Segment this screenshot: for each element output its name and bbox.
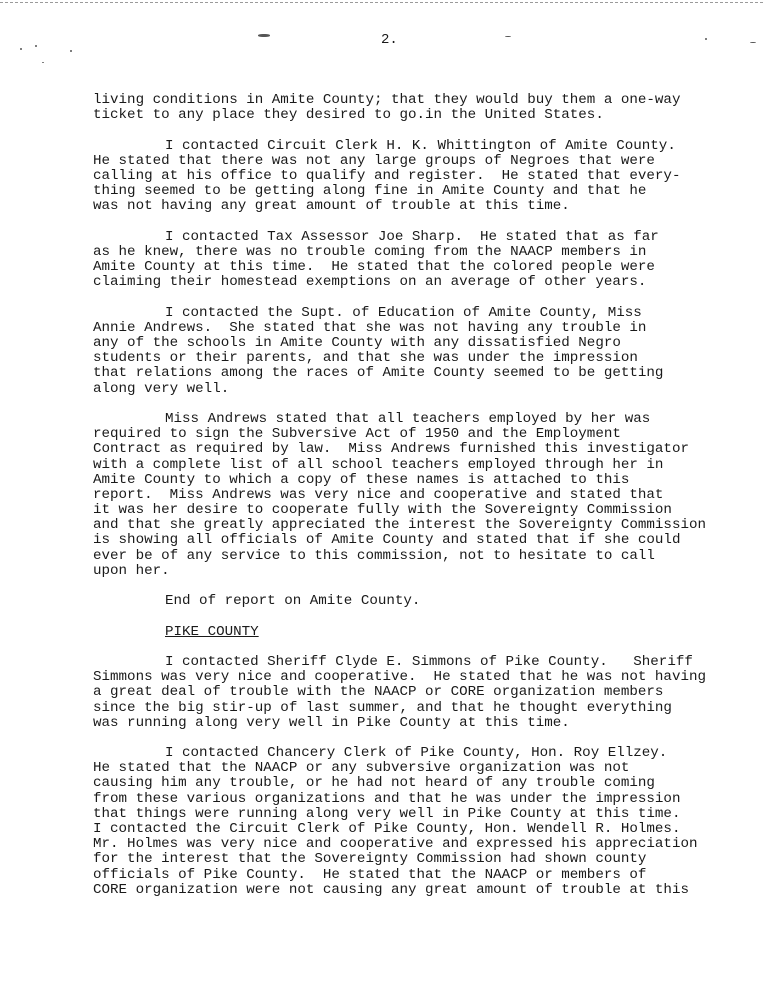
paragraph-gap [93, 215, 761, 230]
paragraph-gap [93, 579, 761, 594]
text-line: upon her. [93, 562, 170, 579]
text-line: ever be of any service to this commission, not to hesitate to call [93, 547, 655, 564]
paragraph [93, 655, 761, 731]
text-line: report. Miss Andrews was very nice and cooperative and stated that [93, 486, 664, 503]
text-line: was running along very well in Pike County at this time. [93, 714, 570, 731]
text-line: required to sign the Subversive Act of 1950 and the Employment [93, 426, 621, 443]
text-line: that things were running along very well in Pike County at this time. [93, 805, 681, 822]
text-line: thing seemed to be getting along fine in Amite County and that he [93, 183, 647, 200]
paragraph-gap [93, 397, 761, 412]
text-line: that relations among the races of Amite County seemed to be getting [93, 365, 664, 382]
text-line: and that she greatly appreciated the interest the Sovereignty Commission [93, 517, 706, 534]
text-line: Miss Andrews stated that all teachers employed by her was [165, 410, 651, 427]
text-line: I contacted the Supt. of Education of Amite County, Miss [165, 304, 642, 321]
text-line: students or their parents, and that she was under the impression [93, 350, 638, 367]
text-line: I contacted Sheriff Clyde E. Simmons of Pike County. Sheriff [165, 653, 693, 670]
paragraph-gap [93, 609, 761, 624]
text-line: I contacted Tax Assessor Joe Sharp. He stated that as far [165, 228, 659, 245]
scan-speck [20, 48, 22, 50]
paragraph [93, 746, 761, 898]
scan-speck [42, 62, 44, 63]
text-line: a great deal of trouble with the NAACP or CORE organization members [93, 684, 664, 701]
paragraph-gap [93, 123, 761, 138]
paragraph [93, 412, 761, 579]
section-heading-text: PIKE COUNTY [165, 623, 259, 640]
paragraph-gap [93, 640, 761, 655]
text-line: He stated that there was not any large groups of Negroes that were [93, 152, 655, 169]
scan-speck [70, 50, 72, 52]
text-line: any of the schools in Amite County with any dissatisfied Negro [93, 335, 621, 351]
text-line: Simmons was very nice and cooperative. He stated that he was not having [93, 669, 706, 686]
text-line: living conditions in Amite County; that they would buy them a one-way [93, 92, 681, 108]
text-line: causing him any trouble, or he had not heard of any trouble coming [93, 775, 655, 792]
text-line: Amite County to which a copy of these names is attached to this [93, 471, 630, 488]
text-line: Annie Andrews. She stated that she was not having any trouble in [93, 319, 647, 336]
text-line: for the interest that the Sovereignty Commission had shown county [93, 851, 647, 868]
text-line: with a complete list of all school teachers employed through her in [93, 456, 664, 473]
page-number: 2. [381, 32, 398, 48]
paragraph [93, 139, 761, 215]
text-line: I contacted the Circuit Clerk of Pike County, Hon. Wendell R. Holmes. [93, 821, 681, 837]
scan-speck [505, 36, 511, 37]
scan-speck [750, 42, 756, 43]
text-line: He stated that the NAACP or any subversive organization was not [93, 760, 630, 777]
text-line: along very well. [93, 380, 230, 397]
text-line: as he knew, there was no trouble coming from the NAACP members in [93, 243, 647, 260]
text-line: it was her desire to cooperate fully with the Sovereignty Commission [93, 502, 672, 519]
text-line: claiming their homestead exemptions on an average of other years. [93, 274, 647, 291]
text-line: is showing all officials of Amite County and stated that if she could [93, 532, 681, 549]
text-line: was not having any great amount of trouble at this time. [93, 198, 570, 215]
text-line: End of report on Amite County. [165, 593, 421, 610]
text-line: I contacted Circuit Clerk H. K. Whittington of Amite County. [165, 137, 676, 154]
text-line: CORE organization were not causing any great amount of trouble at this [93, 881, 689, 898]
text-line: calling at his office to qualify and register. He stated that every- [93, 167, 681, 184]
paragraph [93, 306, 761, 397]
text-line: Amite County at this time. He stated that the colored people were [93, 259, 655, 276]
paragraph [93, 230, 761, 291]
text-line: ticket to any place they desired to go.in the United States. [93, 107, 604, 124]
paragraph-gap [93, 731, 761, 746]
paragraph [93, 93, 761, 123]
paragraph-gap [93, 290, 761, 305]
text-line: since the big stir-up of last summer, and that he thought everything [93, 699, 672, 716]
text-line: I contacted Chancery Clerk of Pike County, Hon. Roy Ellzey. [165, 745, 668, 762]
text-line: Contract as required by law. Miss Andrews furnished this investigator [93, 441, 689, 458]
paragraph [93, 594, 761, 609]
scan-speck [705, 38, 707, 40]
text-line: officials of Pike County. He stated that the NAACP or members of [93, 866, 647, 883]
text-line: Mr. Holmes was very nice and cooperative and expressed his appreciation [93, 836, 698, 853]
scan-speck [258, 34, 270, 37]
scan-speck [35, 45, 37, 47]
section-heading [93, 625, 761, 640]
text-line: from these various organizations and that he was under the impression [93, 790, 681, 807]
document-body [93, 93, 761, 898]
page-top-edge [0, 2, 763, 3]
